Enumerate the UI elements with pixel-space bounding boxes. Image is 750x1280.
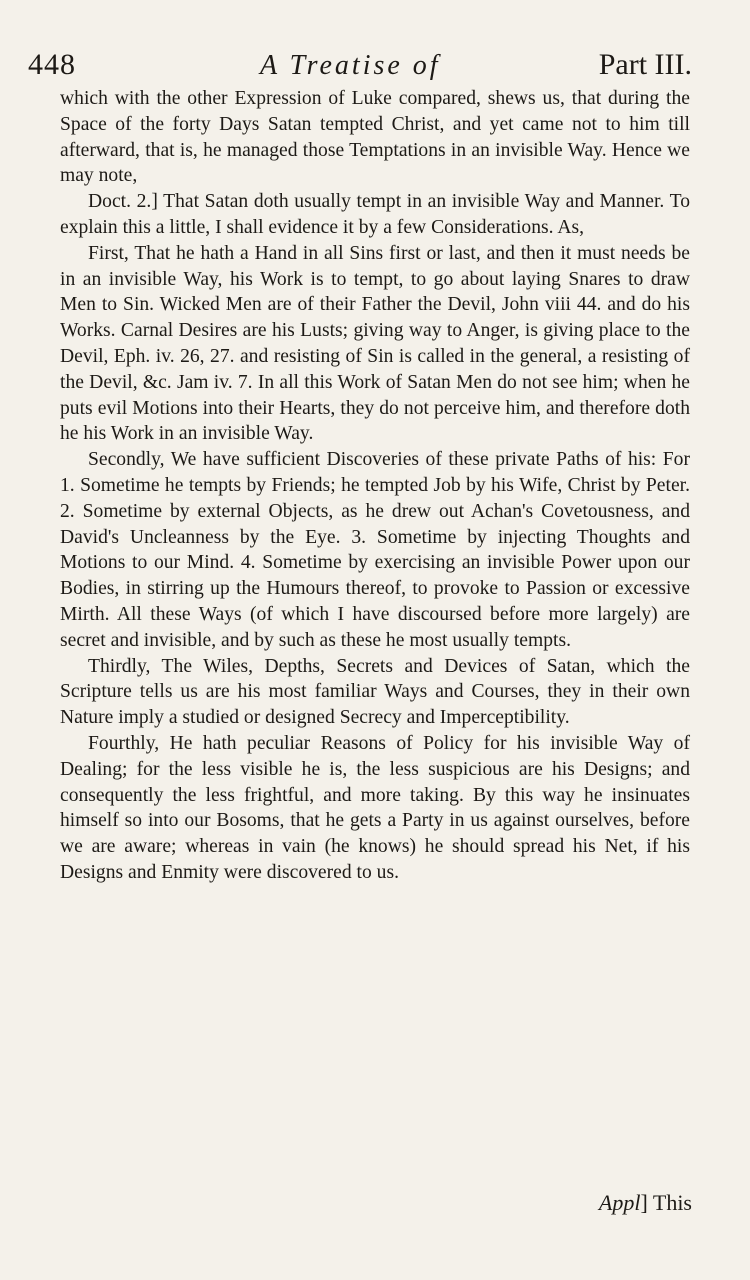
paragraph: Fourthly, He hath peculiar Reasons of Policy for his invisible Way of Dealing; for the less visible he is, the less suspicious are his Designs; and consequently the less frightful, and more taking. By this way he insinuates himself so into our Bosoms, that he gets a Party in us against ourselves, before we are aware; whereas in vain (he knows) he should spread his Net, if his Designs and Enmity were discovered to us. [60, 732, 690, 883]
page-body [60, 86, 690, 886]
part-label: Part III. [598, 48, 692, 81]
paragraph: Doct. 2.] That Satan doth usually tempt in an invisible Way and Manner. To explain this a little, I shall evidence it by a few Considerations. As, [60, 191, 690, 238]
catchword [599, 1190, 692, 1216]
page-number: 448 [28, 48, 76, 81]
running-header [28, 48, 692, 88]
paragraph: which with the other Expression of Luke compared, shews us, that during the Space of the forty Days Satan tempted Christ, and yet came not to him till afterward, that is, he managed those Temptations in an invisible Way. Hence we may note, [60, 88, 690, 187]
paragraph: Thirdly, The Wiles, Depths, Secrets and Devices of Satan, which the Scripture tells us are his most familiar Ways and Courses, they in their own Nature imply a studied or designed Secrecy and Imperceptibility. [60, 655, 690, 729]
running-title: A Treatise of [260, 50, 441, 81]
catchword-text: ] This [640, 1190, 692, 1215]
paragraph: Secondly, We have sufficient Discoveries of these private Paths of his: For 1. Sometime he tempts by Friends; he tempted Job by his Wife, Christ by Peter. 2. Sometime by external Objects, as he drew out Achan's Covetousness, and David's Uncleanness by the Eye. 3. Sometime by injecting Thoughts and Motions to our Mind. 4. Sometime by exercising an invisible Power upon our Bodies, in stirring up the Humours thereof, to provoke to Passion or excessive Mirth. All these Ways (of which I have discoursed before more largely) are secret and invisible, and by such as these he most usually tempts. [60, 449, 690, 651]
catchword-label: Appl [598, 1190, 641, 1215]
paragraph: First, That he hath a Hand in all Sins first or last, and then it must needs be in an invisible Way, his Work is to tempt, to go about laying Snares to draw Men to Sin. Wicked Men are of their Father the Devil, John viii 44. and do his Works. Carnal Desires are his Lusts; giving way to Anger, is giving place to the Devil, Eph. iv. 26, 27. and resisting of Sin is called in the general, a resisting of the Devil, &c. Jam iv. 7. In all this Work of Satan Men do not see him; when he puts evil Motions into their Hearts, they do not perceive him, and therefore doth he his Work in an invisible Way. [60, 242, 690, 445]
